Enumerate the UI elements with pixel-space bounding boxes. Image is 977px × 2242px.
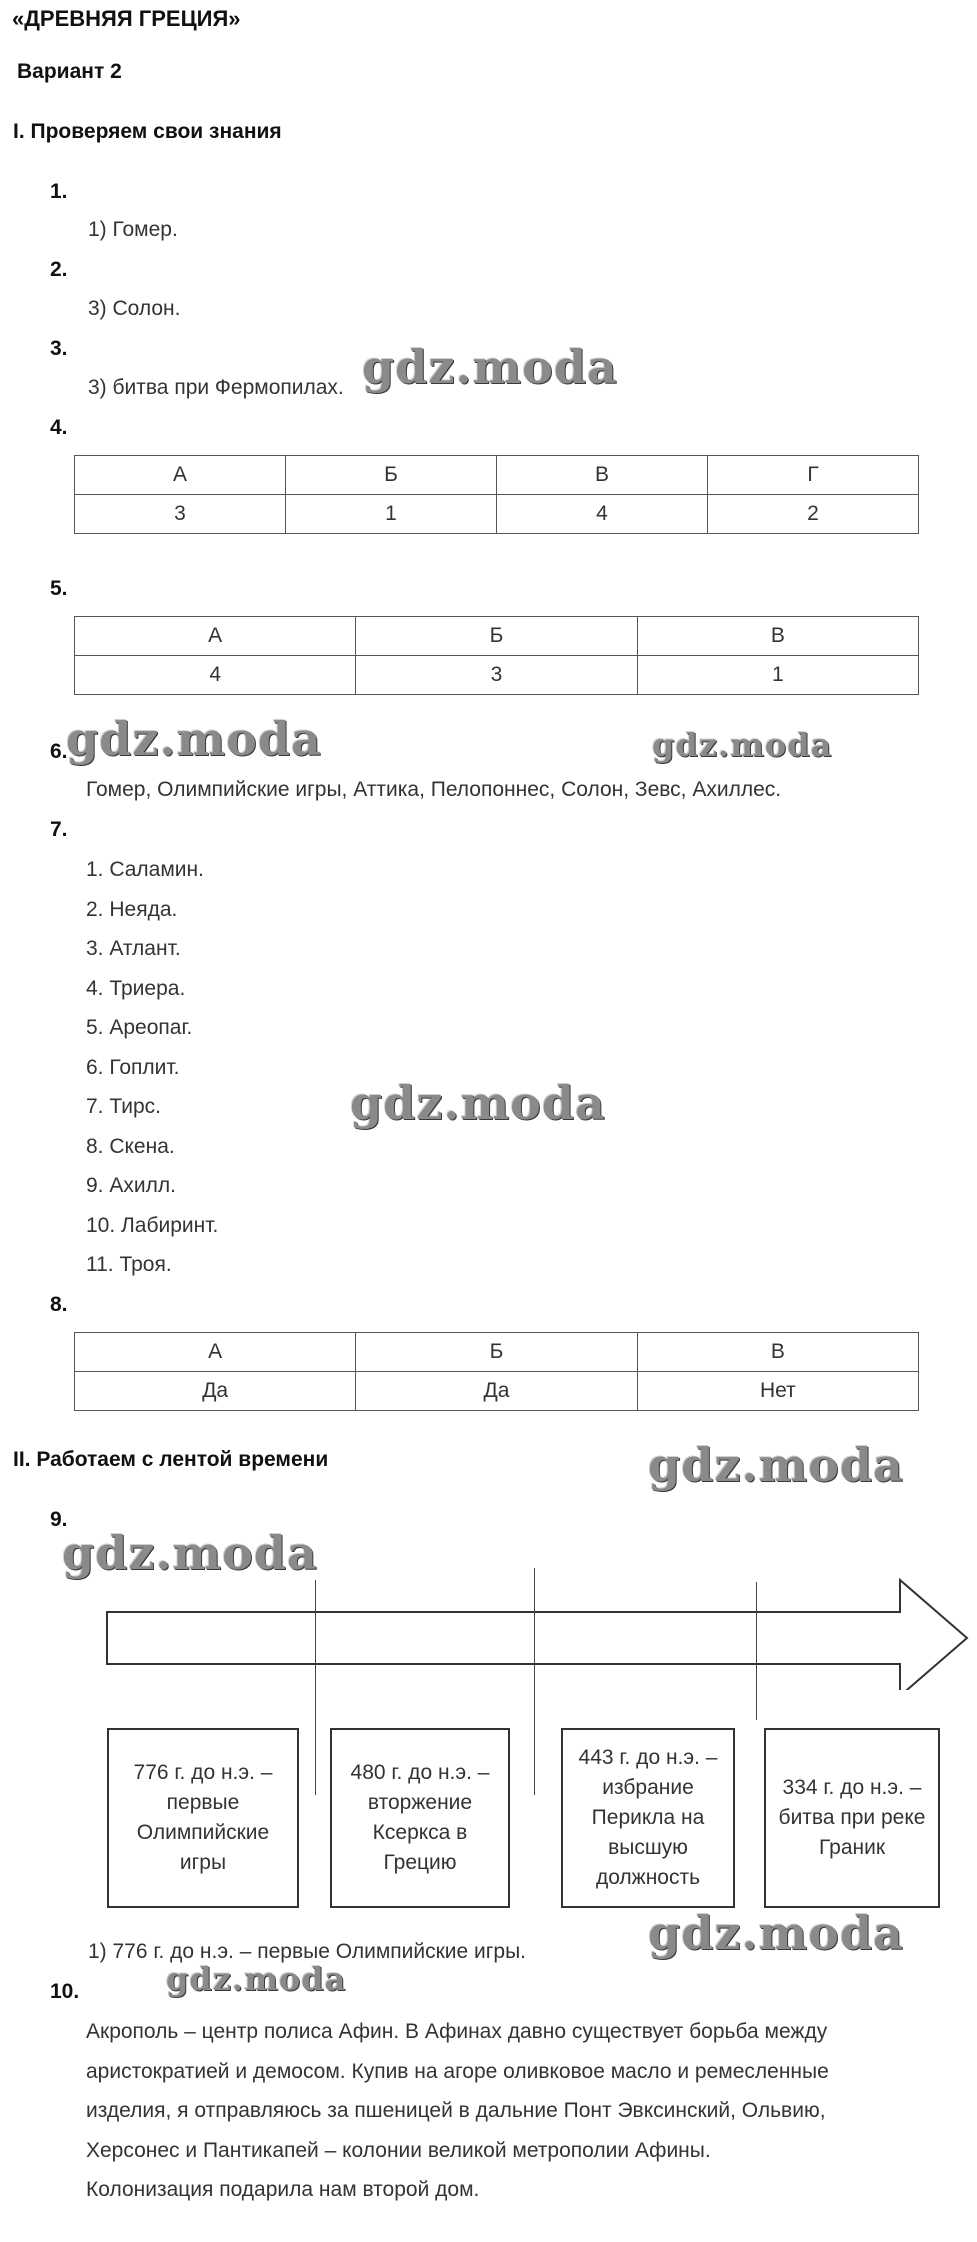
table-row (75, 656, 919, 695)
list-item: 6. Гоплит. (86, 1056, 180, 1079)
question-8-number: 8. (50, 1293, 68, 1316)
list-item: 11. Троя. (86, 1253, 172, 1276)
paragraph-line: аристократией и демосом. Купив на агоре оливковое масло и ремесленные (86, 2060, 829, 2083)
table-cell: В (497, 456, 708, 495)
table-cell: Г (708, 456, 919, 495)
list-item: 4. Триера. (86, 977, 186, 1000)
section-heading-2: II. Работаем с лентой времени (13, 1448, 329, 1471)
paragraph-line: изделия, я отправляюсь за пшеницей в дальние Понт Эвксинский, Ольвию, (86, 2099, 826, 2122)
list-item: 8. Скена. (86, 1135, 175, 1158)
watermark: gdz.moda (648, 1438, 904, 1492)
list-item: 9. Ахилл. (86, 1174, 176, 1197)
table-cell: 2 (708, 495, 919, 534)
watermark: gdz.moda (166, 1960, 347, 1998)
question-1-number: 1. (50, 180, 68, 203)
variant-heading: Вариант 2 (17, 60, 122, 83)
question-5-table (74, 616, 919, 695)
table-header-row (75, 1333, 919, 1372)
table-cell: Б (356, 617, 637, 656)
table-cell: В (637, 617, 918, 656)
list-item: 2. Неяда. (86, 898, 178, 921)
question-7-number: 7. (50, 818, 68, 841)
page-title: «ДРЕВНЯЯ ГРЕЦИЯ» (12, 6, 241, 31)
table-cell: 1 (637, 656, 918, 695)
timeline-marker (315, 1580, 316, 1795)
watermark: gdz.moda (652, 726, 833, 764)
list-item: 3. Атлант. (86, 937, 181, 960)
section-heading-1: I. Проверяем свои знания (13, 120, 282, 143)
table-cell: 3 (356, 656, 637, 695)
table-cell: А (75, 1333, 356, 1372)
question-1-answer: 1) Гомер. (88, 218, 178, 241)
table-cell: 4 (75, 656, 356, 695)
question-10-number: 10. (50, 1980, 80, 2003)
question-6-number: 6. (50, 740, 68, 763)
question-4-number: 4. (50, 416, 68, 439)
table-cell: Б (286, 456, 497, 495)
list-item: 10. Лабиринт. (86, 1214, 219, 1237)
question-9-answer: 1) 776 г. до н.э. – первые Олимпийские игры. (88, 1940, 527, 1963)
timeline-event-box: 334 г. до н.э. – битва при реке Граник (764, 1728, 940, 1908)
timeline-event-box: 443 г. до н.э. – избрание Перикла на высшую должность (561, 1728, 735, 1908)
question-2-answer: 3) Солон. (88, 297, 181, 320)
question-5-number: 5. (50, 577, 68, 600)
list-item: 1. Саламин. (86, 858, 204, 881)
question-9-number: 9. (50, 1508, 68, 1531)
question-3-number: 3. (50, 337, 68, 360)
question-2-number: 2. (50, 258, 68, 281)
timeline-marker (534, 1568, 535, 1795)
table-cell: 4 (497, 495, 708, 534)
table-cell: Б (356, 1333, 637, 1372)
paragraph-line: Акрополь – центр полиса Афин. В Афинах давно существует борьба между (86, 2020, 828, 2043)
timeline-event-box: 480 г. до н.э. – вторжение Ксеркса в Грецию (330, 1728, 510, 1908)
question-4-table (74, 455, 919, 534)
list-item: 7. Тирс. (86, 1095, 161, 1118)
table-row (75, 1372, 919, 1411)
watermark: gdz.moda (350, 1076, 606, 1130)
question-6-answer: Гомер, Олимпийские игры, Аттика, Пелопоннес, Солон, Зевс, Ахиллес. (86, 778, 782, 801)
table-header-row (75, 617, 919, 656)
watermark: gdz.moda (648, 1906, 904, 1960)
table-header-row (75, 456, 919, 495)
table-cell: Нет (637, 1372, 918, 1411)
paragraph-line: Херсонес и Пантикапей – колонии великой метрополии Афины. (86, 2139, 711, 2162)
table-cell: А (75, 456, 286, 495)
table-row (75, 495, 919, 534)
watermark: gdz.moda (362, 340, 618, 394)
timeline-event-box: 776 г. до н.э. – первые Олимпийские игры (107, 1728, 299, 1908)
table-cell: Да (75, 1372, 356, 1411)
table-cell: 1 (286, 495, 497, 534)
table-cell: 3 (75, 495, 286, 534)
watermark: gdz.moda (66, 712, 322, 766)
question-8-table (74, 1332, 919, 1411)
timeline-marker (756, 1582, 757, 1720)
table-cell: А (75, 617, 356, 656)
question-3-answer: 3) битва при Фермопилах. (88, 376, 344, 399)
table-cell: В (637, 1333, 918, 1372)
watermark: gdz.moda (62, 1526, 318, 1580)
list-item: 5. Ареопаг. (86, 1016, 193, 1039)
paragraph-line: Колонизация подарила нам второй дом. (86, 2178, 480, 2201)
table-cell: Да (356, 1372, 637, 1411)
